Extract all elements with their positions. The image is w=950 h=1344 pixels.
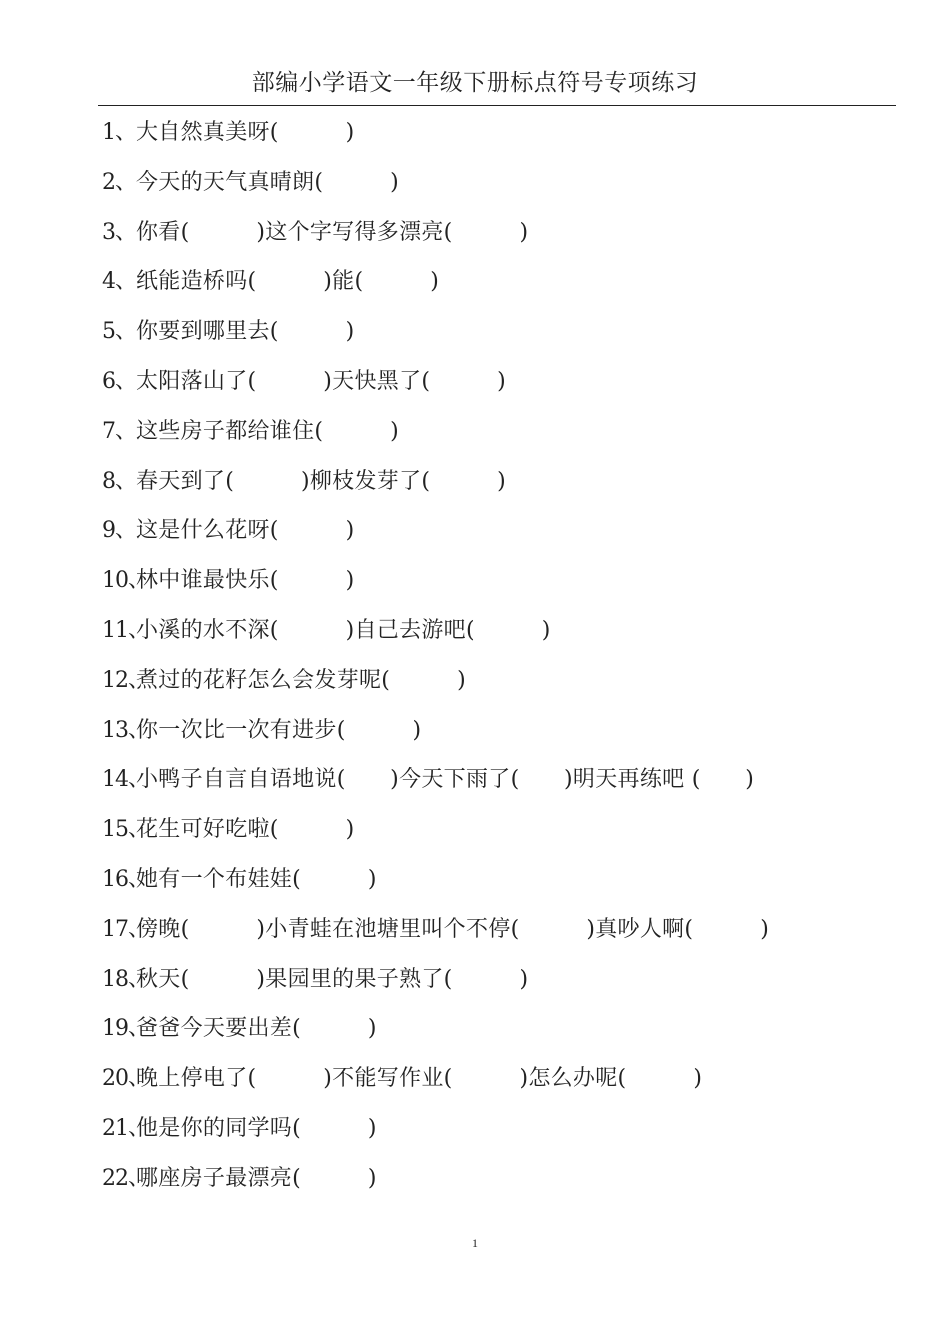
exercise-text: 纸能造桥吗( )能( ): [136, 269, 440, 295]
page-number: 1: [472, 1236, 478, 1250]
exercise-text: 秋天( )果园里的果子熟了( ): [136, 966, 529, 992]
exercise-text: 你要到哪里去( ): [136, 319, 355, 345]
exercise-number: 20、: [102, 1066, 149, 1092]
exercise-item: [102, 166, 769, 216]
exercise-text: 哪座房子最漂亮( ): [136, 1165, 377, 1191]
exercise-text: 这些房子都给谁住( ): [136, 418, 400, 444]
exercise-number: 7、: [102, 418, 136, 444]
exercise-text: 她有一个布娃娃( ): [136, 866, 377, 892]
exercise-item: [102, 963, 769, 1013]
exercise-text: 太阳落山了( )天快黑了( ): [136, 368, 507, 394]
exercise-item: [102, 1162, 769, 1212]
exercise-item: [102, 614, 769, 664]
exercise-item: [102, 763, 769, 813]
exercise-list: [102, 116, 769, 1212]
exercise-number: 14、: [102, 767, 149, 793]
exercise-number: 13、: [102, 717, 149, 743]
exercise-item: [102, 1112, 769, 1162]
exercise-number: 5、: [102, 319, 136, 345]
exercise-number: 6、: [102, 368, 136, 394]
exercise-text: 小鸭子自言自语地说( )今天下雨了( )明天再练吧 ( ): [136, 767, 755, 793]
exercise-number: 15、: [102, 817, 149, 843]
exercise-text: 今天的天气真晴朗( ): [136, 169, 400, 195]
exercise-item: [102, 913, 769, 963]
exercise-item: [102, 465, 769, 515]
exercise-text: 你一次比一次有进步( ): [136, 717, 422, 743]
exercise-number: 1、: [102, 120, 136, 145]
exercise-item: [102, 265, 769, 315]
exercise-item: [102, 714, 769, 764]
exercise-number: 22、: [102, 1165, 149, 1191]
exercise-item: [102, 415, 769, 465]
page-title: 部编小学语文一年级下册标点符号专项练习: [251, 70, 699, 96]
exercise-item: [102, 1062, 769, 1112]
exercise-item: [102, 664, 769, 714]
exercise-text: 这是什么花呀( ): [136, 518, 355, 544]
exercise-item: [102, 315, 769, 365]
exercise-number: 2、: [102, 169, 136, 195]
exercise-item: [102, 813, 769, 863]
title-divider: [98, 105, 896, 106]
exercise-number: 8、: [102, 468, 136, 494]
exercise-text: 花生可好吃啦( ): [136, 817, 355, 843]
exercise-number: 4、: [102, 269, 136, 295]
exercise-number: 3、: [102, 219, 136, 245]
exercise-item: [102, 514, 769, 564]
exercise-text: 林中谁最快乐( ): [136, 568, 355, 594]
exercise-number: 18、: [102, 966, 149, 992]
exercise-text: 你看( )这个字写得多漂亮( ): [136, 219, 529, 245]
exercise-text: 傍晚( )小青蛙在池塘里叫个不停( )真吵人啊( ): [136, 916, 770, 942]
exercise-item: [102, 1012, 769, 1062]
exercise-number: 17、: [102, 916, 149, 942]
exercise-text: 他是你的同学吗( ): [136, 1115, 377, 1141]
exercise-text: 晚上停电了( )不能写作业( )怎么办呢( ): [136, 1066, 703, 1092]
exercise-number: 16、: [102, 866, 149, 892]
exercise-item: [102, 116, 769, 166]
exercise-text: 春天到了( )柳枝发芽了( ): [136, 468, 507, 494]
exercise-number: 10、: [102, 568, 149, 594]
exercise-item: [102, 365, 769, 415]
exercise-number: 19、: [102, 1016, 149, 1042]
exercise-number: 21、: [102, 1115, 149, 1141]
exercise-text: 大自然真美呀( ): [136, 120, 355, 145]
exercise-item: [102, 216, 769, 266]
exercise-number: 11、: [102, 617, 149, 643]
exercise-item: [102, 863, 769, 913]
exercise-text: 煮过的花籽怎么会发芽呢( ): [136, 667, 466, 693]
exercise-number: 9、: [102, 518, 136, 544]
exercise-text: 爸爸今天要出差( ): [136, 1016, 377, 1042]
exercise-number: 12、: [102, 667, 149, 693]
exercise-item: [102, 564, 769, 614]
exercise-text: 小溪的水不深( )自己去游吧( ): [136, 617, 551, 643]
